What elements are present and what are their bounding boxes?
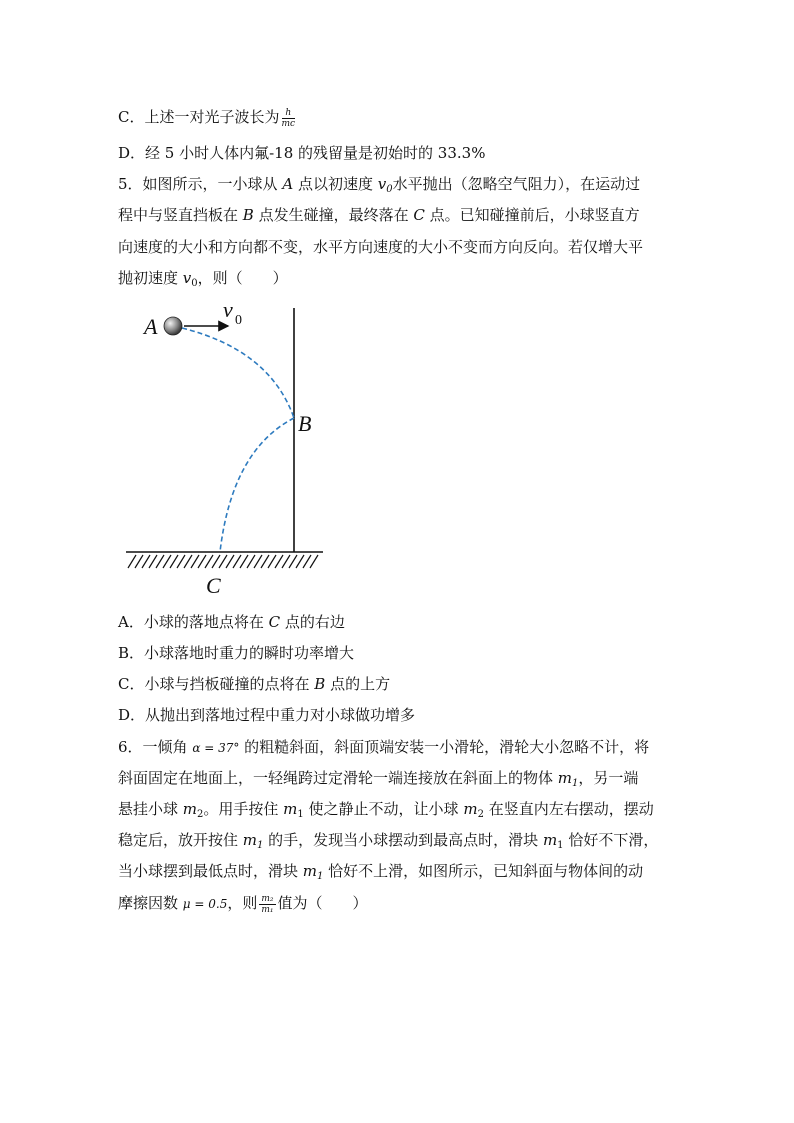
mass-symbol: m [463, 800, 478, 818]
q6-line-2 [118, 767, 638, 795]
wavelength-fraction [282, 108, 296, 129]
q6-line-6 [118, 892, 368, 915]
option-letter: D． [118, 706, 146, 724]
subscript: 1 [317, 871, 324, 882]
label-c: C [206, 573, 221, 598]
text: 一倾角 [142, 738, 193, 756]
option-text: 小球的落地点将在 [143, 613, 269, 631]
text: 在竖直内左右摆动，摆动 [483, 800, 654, 818]
option-letter: D． [118, 144, 146, 162]
subscript: 2 [197, 809, 204, 820]
text: 水平抛出（忽略空气阻力），在运动过 [392, 175, 641, 193]
trajectory-after-collision [220, 418, 294, 552]
option-letter: C． [118, 675, 145, 693]
mass-symbol: m [182, 800, 198, 818]
option-letter: A． [118, 613, 144, 631]
option-letter: B． [118, 644, 145, 662]
option-italic: C [268, 613, 281, 631]
q5-line-1 [118, 173, 640, 201]
subscript: 1 [297, 809, 304, 820]
point-label: B [242, 206, 254, 224]
velocity-symbol: v [182, 269, 192, 287]
fraction-numerator: m₂ [261, 893, 274, 904]
text: 抛初速度 [118, 269, 183, 287]
option-text: 小球落地时重力的瞬时功率增大 [144, 644, 355, 662]
text: 的手，发现当小球摆动到最高点时，滑块 [263, 831, 543, 849]
text: 。用手按住 [203, 800, 284, 818]
fraction-denominator: mc [281, 118, 296, 129]
q5-option-a[interactable] [118, 611, 345, 633]
text: 恰好不下滑， [563, 831, 659, 849]
angle-formula: α = 37° [192, 741, 240, 755]
velocity-symbol: v [377, 175, 387, 193]
text: 点。已知碰撞前后，小球竖直方 [424, 206, 640, 224]
text: 稳定后，放开按住 [118, 831, 243, 849]
point-label: C [413, 206, 425, 224]
text: ，则 [227, 894, 258, 912]
fraction-numerator: h [282, 108, 296, 119]
label-v: v [223, 300, 233, 322]
option-text: 从抛出到落地过程中重力对小球做功增多 [145, 706, 416, 724]
subscript: 1 [257, 840, 264, 851]
option-text: 点的上方 [325, 675, 391, 693]
option-d-prev [118, 142, 485, 164]
text: 摩擦因数 [118, 894, 183, 912]
q5-option-b[interactable] [118, 642, 354, 664]
q5-line-2 [118, 204, 640, 226]
text: 程中与竖直挡板在 [118, 206, 243, 224]
q6-line-5 [118, 860, 643, 888]
mass-symbol: m [302, 862, 318, 880]
option-c-prev [118, 106, 297, 129]
label-b: B [298, 411, 312, 436]
mass-symbol: m [283, 800, 298, 818]
option-italic: B [314, 675, 326, 693]
text: 的粗糙斜面，斜面顶端安装一小滑轮，滑轮大小忽略不计，将 [239, 738, 650, 756]
mass-ratio-fraction [259, 894, 275, 915]
q5-option-c[interactable] [118, 673, 390, 695]
option-text: 小球与挡板碰撞的点将在 [144, 675, 315, 693]
subscript: 1 [557, 840, 564, 851]
q5-line-3 [118, 236, 643, 258]
text: 点发生碰撞，最终落在 [253, 206, 414, 224]
mass-symbol: m [242, 831, 258, 849]
projectile-figure [120, 300, 340, 600]
option-text: 上述一对光子波长为 [144, 108, 280, 126]
text: ，另一端 [578, 769, 639, 787]
point-label: A [282, 175, 294, 193]
subscript: 0 [386, 184, 393, 195]
subscript: 1 [572, 778, 579, 789]
question-number: 5． [118, 175, 143, 193]
q6-line-1 [118, 736, 649, 759]
label-v-subscript: 0 [235, 313, 242, 328]
option-text: 经 5 小时人体内氟-18 的残留量是初始时的 33.3% [145, 144, 486, 162]
option-letter: C． [118, 108, 145, 126]
text: 斜面固定在地面上，一轻绳跨过定滑轮一端连接放在斜面上的物体 [118, 769, 558, 787]
q6-line-3 [118, 798, 654, 826]
ground-hatching [126, 552, 323, 568]
text: 恰好不上滑，如图所示，已知斜面与物体间的动 [323, 862, 644, 880]
trajectory-before-collision [182, 328, 294, 418]
text: 当小球摆到最低点时，滑块 [118, 862, 303, 880]
q5-option-d[interactable] [118, 704, 415, 726]
ball [164, 317, 182, 335]
text: 如图所示，一小球从 [142, 175, 283, 193]
subscript: 0 [191, 278, 198, 289]
text: ，则（ ） [197, 269, 288, 287]
text: 值为（ ） [277, 894, 368, 912]
fraction-denominator: m₁ [261, 904, 274, 915]
text: 点以初速度 [293, 175, 378, 193]
label-a: A [144, 314, 158, 339]
text: 向速度的大小和方向都不变，水平方向速度的大小不变而方向反向。若仅增大平 [118, 238, 644, 256]
subscript: 2 [477, 809, 484, 820]
friction-formula: μ = 0.5 [182, 897, 228, 911]
q6-line-4 [118, 829, 658, 857]
text: 使之静止不动，让小球 [303, 800, 464, 818]
question-number: 6． [118, 738, 143, 756]
q5-line-4 [118, 267, 288, 295]
option-text: 点的右边 [280, 613, 345, 631]
mass-symbol: m [557, 769, 573, 787]
mass-symbol: m [542, 831, 558, 849]
text: 悬挂小球 [118, 800, 183, 818]
